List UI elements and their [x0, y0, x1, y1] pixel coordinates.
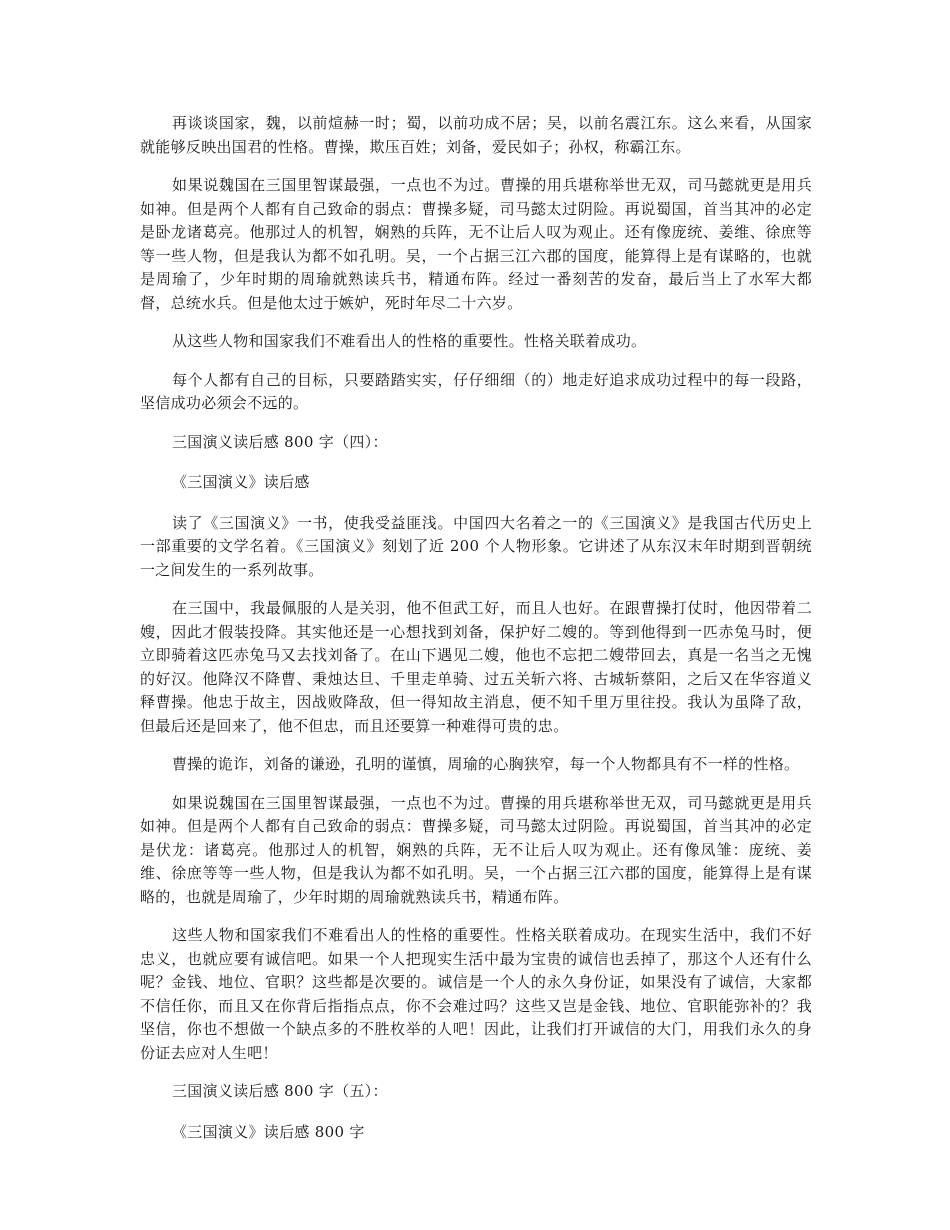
- article-title: 《三国演义》读后感: [172, 473, 310, 491]
- paragraph: 如果说魏国在三国里智谋最强，一点也不为过。曹操的用兵堪称举世无双，司马懿就更是用兵如神。但是两个人都有自己致命的弱点：曹操多疑，司马懿太过阴险。再说蜀国，首当其冲的必定是伏龙：诸葛亮。他那过人的机智，娴熟的兵阵，无不让后人叹为观止。还有像凤雏：庞统、姜维、徐庶等等一些人物，但是我认为都不如孔明。吴，一个占据三江六郡的国度，能算得上是有谋略的，也就是周瑜了，少年时期的周瑜就熟读兵书，精通布阵。: [140, 793, 812, 906]
- paragraph: 如果说魏国在三国里智谋最强，一点也不为过。曹操的用兵堪称举世无双，司马懿就更是用兵如神。但是两个人都有自己致命的弱点：曹操多疑，司马懿太过阴险。再说蜀国，首当其冲的必定是卧龙诸葛亮。他那过人的机智，娴熟的兵阵，无不让后人叹为观止。还有像庞统、姜维、徐庶等等一些人物，但是我认为都不如孔明。吴，一个占据三江六郡的国度，能算得上是有谋略的，也就是周瑜了，少年时期的周瑜就熟读兵书，精通布阵。经过一番刻苦的发奋，最后当上了水军大都督，总统水兵。但是他太过于嫉妒，死时年尽二十六岁。: [140, 176, 812, 312]
- paragraph: 读了《三国演义》一书，使我受益匪浅。中国四大名着之一的《三国演义》是我国古代历史上一部重要的文学名着。《三国演义》刻划了近 200 个人物形象。它讲述了从东汉末年时期到晋朝统一之间发生的一系列故事。: [140, 513, 812, 579]
- paragraph: 曹操的诡诈，刘备的谦逊，孔明的谨慎，周瑜的心胸狭窄，每一个人物都具有不一样的性格。: [172, 755, 800, 773]
- paragraph: 从这些人物和国家我们不难看出人的性格的重要性。性格关联着成功。: [172, 332, 647, 350]
- paragraph: 再谈谈国家，魏，以前煊赫一时；蜀，以前功成不居；吴，以前名震江东。这么来看，从国家就能够反映出国君的性格。曹操，欺压百姓；刘备，爱民如子；孙权，称霸江东。: [140, 114, 812, 156]
- document-body: [140, 112, 812, 1161]
- paragraph: 这些人物和国家我们不难看出人的性格的重要性。性格关联着成功。在现实生活中，我们不好忠义，也就应要有诚信吧。如果一个人把现实生活中最为宝贵的诚信也丢掉了，那这个人还有什么呢？金钱、地位、官职？这些都是次要的。诚信是一个人的永久身份证，如果没有了诚信，大家都不信任你，而且又在你背后指指点点，你不会难过吗？这些又岂是金钱、地位、官职能弥补的？我坚信，你也不想做一个缺点多的不胜枚举的人吧！因此，让我们打开诚信的大门，用我们永久的身份证去应对人生吧！: [140, 926, 812, 1062]
- section-heading: 三国演义读后感 800 字（四）：: [172, 432, 388, 451]
- paragraph: 在三国中，我最佩服的人是关羽，他不但武工好，而且人也好。在跟曹操打仗时，他因带着二嫂，因此才假装投降。其实他还是一心想找到刘备，保护好二嫂的。等到他得到一匹赤兔马时，便立即骑着这匹赤兔马又去找刘备了。在山下遇见二嫂，他也不忘把二嫂带回去，真是一名当之无愧的好汉。他降汉不降曹、秉烛达旦、千里走单骑、过五关斩六将、古城斩蔡阳，之后又在华容道义释曹操。他忠于故主，因战败降敌，但一得知故主消息，便不知千里万里往投。我认为虽降了敌，但最后还是回来了，他不但忠，而且还要算一种难得可贵的忠。: [140, 599, 812, 735]
- section-heading: 三国演义读后感 800 字（五）：: [172, 1082, 388, 1100]
- paragraph: 每个人都有自己的目标，只要踏踏实实，仔仔细细（的）地走好追求成功过程中的每一段路，坚信成功必须会不远的。: [140, 370, 812, 412]
- article-title: 《三国演义》读后感 800 字: [172, 1122, 365, 1141]
